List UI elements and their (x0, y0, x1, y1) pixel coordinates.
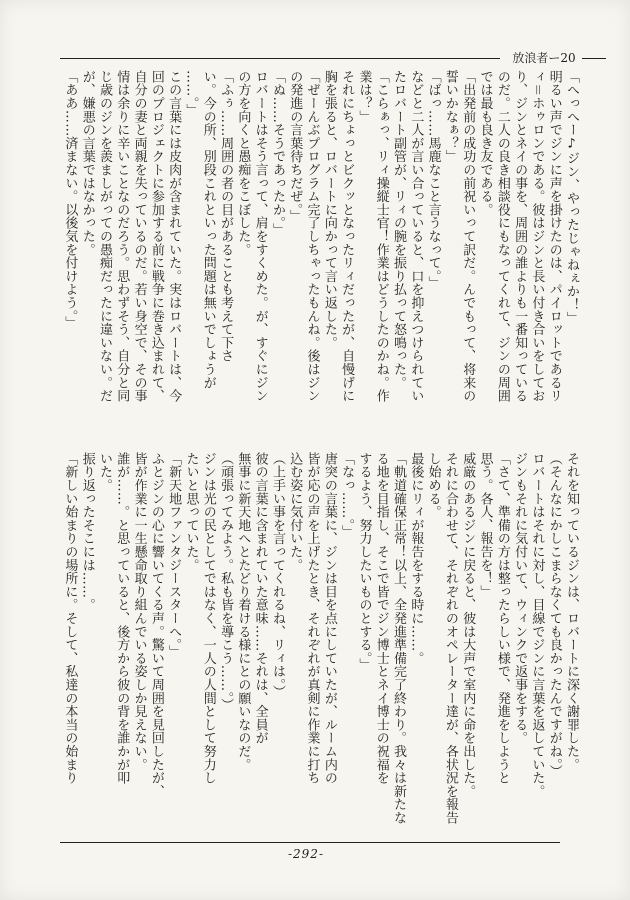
lower-text-block (62, 452, 580, 834)
page-number: -292- (287, 847, 324, 861)
text-line: 皆が作業に一生懸命取り組んでいる姿しか見えない。 (131, 452, 147, 772)
text-line: 「新しい始まりの場所に。そして、私達の本当の始まり (62, 452, 78, 785)
text-line: し始める。 (425, 452, 441, 519)
text-line: 「さて、準備の方は整ったらしい様で、発進をしようと (494, 452, 510, 785)
text-line: 最後にリィが報告をする時に……。 (408, 452, 424, 665)
text-line: ジンは光の民としてではなく、一人の人間として努力し (200, 452, 216, 785)
text-line: 「ぜーんぶプログラム完了しちゃったもんね。後はジン (304, 70, 320, 403)
text-line: ィ＝ホゥロンである。彼はジンと長い付き合いをしてお (529, 70, 545, 403)
text-line: 「ぬ……そうであったか。」 (269, 70, 285, 237)
text-line: 振り返ったそこには……。 (79, 452, 95, 612)
text-line: 唐突の言葉に、ジンは目を点にしていたが、ルーム内の (321, 452, 337, 785)
text-line: それにちょっとビクッとなったリィだったが、自慢げに (339, 70, 355, 403)
upper-text-block (62, 70, 580, 442)
text-line: それを知っているジンは、ロバートに深く謝罪した。 (564, 452, 579, 772)
text-line: 威厳のあるジンに戻ると、彼は大声で室内に命を出した。 (460, 452, 476, 798)
text-line: 「ふぅ……周囲の者の目があることも考えて下さ (218, 70, 234, 363)
text-line: 「出発前の成功の前祝いって訳だ。んでもって、将来の (460, 70, 476, 403)
text-line: 皆が応の声を上げたとき、それぞれが真剣に作業に打ち (304, 452, 320, 785)
text-line: い。今の所、別段これといった問題は無いでしょうが (200, 70, 216, 390)
text-line: 明るい声でジンに声を掛けたのは、パイロットであるリ (546, 70, 562, 403)
text-line: ジンもそれに気付いて、ウィンクで返事をする。 (512, 452, 528, 745)
text-line: 「ああ……済まない。以後気を付けよう。」 (62, 70, 78, 330)
header-rule-left (60, 58, 500, 59)
text-line: ロバートはそう言って、肩をすくめた。が、すぐにジン (252, 70, 268, 403)
upper-vertical-column (61, 70, 580, 442)
text-line: 「ばっ……馬鹿なこと言うなって。」 (425, 70, 441, 290)
text-line: のだ。二人の良き相談役にもなってくれて、ジンの周囲 (494, 70, 510, 403)
text-line: が、嫌悪の言葉ではなかった。 (79, 70, 95, 257)
text-line: 無事に新天地へとたどり着ける様にとの願いなのだ。 (235, 452, 251, 772)
text-line: たロバート副管が、リィの腕を振り払って怒鳴った。 (391, 70, 407, 390)
text-line: り、ジンとネイの事を、周囲の誰よりも一番知っている (512, 70, 528, 403)
text-line: この言葉には皮肉が含まれていた。実はロバートは、今 (166, 70, 182, 403)
text-line: （そんなにかしこまらなくても良かったんですがね。） (546, 452, 562, 778)
text-line: 業は？」 (356, 70, 372, 124)
text-line: 「なっ……。」 (339, 452, 355, 539)
text-line: ロバートはそれに対し、目線でジンに言葉を返していた。 (529, 452, 545, 798)
text-line: いた。 (96, 452, 112, 492)
text-line: 「新天地ファンタジースターへ。」 (166, 452, 182, 659)
text-line: 「軌道確保正常！以上、全発進準備完了終わり。我々は新たな (391, 452, 407, 825)
text-line: 「こらぁっ、リィ操縦士官！作業はどうしたのかね。作 (373, 70, 389, 403)
text-line: （頑張ってみよう。私も皆を導こう……。） (218, 452, 234, 712)
text-line: 胸を張ると、ロバートに向かって言い返した。 (321, 70, 337, 350)
text-line: 情は余りに辛いことなのだろう。思わずそう、自分と同 (114, 70, 130, 403)
text-line: 彼の言葉に含まれていた意味……それは、全員が (252, 452, 268, 745)
text-line: 込む姿に気付いた。 (287, 452, 303, 572)
header-rule-right (582, 58, 606, 59)
text-line: 「へっへー♪ジン、やったじゃねぇか！」 (564, 70, 579, 325)
text-line: る地を目指し、そこで皆でジン博士とネイ博士の祝福を (373, 452, 389, 785)
lower-vertical-column (61, 452, 580, 834)
text-line: じ歳のジンを羨ましがっての愚痴だったに違いない。だ (96, 70, 112, 403)
text-line: ふとジンの心に響いてくる声。驚いて周囲を見回したが、 (148, 452, 164, 798)
text-line: たいと思っていた。 (183, 452, 199, 572)
text-line: の方を向くと愚痴をこぼした。 (235, 70, 251, 257)
text-line: 誓いかなぁ？」 (442, 70, 458, 164)
text-line: では最も良き友である。 (477, 70, 493, 217)
text-line: 回のプロジェクトに参加する前に戦争に巻き込まれて、 (148, 70, 164, 403)
running-header-title: 放浪者ー20 (512, 51, 576, 65)
text-line: などと二人が言い合っていると、口を抑えつけられてい (408, 70, 424, 403)
text-line: 誰が……。と思っていると、後方から彼の背を誰かが叩 (114, 452, 130, 785)
text-line: 思う。各人、報告を！」 (477, 452, 493, 599)
text-line: 自分の妻と両親を失っているのだ。若い身空で、その事 (131, 70, 147, 403)
text-line: （上手い事を言ってくれるね、リィは。） (269, 452, 285, 699)
footer-rule (60, 842, 560, 843)
text-line: するよう、努力したいものとする。」 (356, 452, 372, 672)
text-line: それに合わせて、それぞれのオペレーター達が、各状況を報告 (442, 452, 458, 825)
text-line: ……。」 (183, 70, 199, 117)
text-line: の発進の言葉待ちだぜ。」 (287, 70, 303, 224)
